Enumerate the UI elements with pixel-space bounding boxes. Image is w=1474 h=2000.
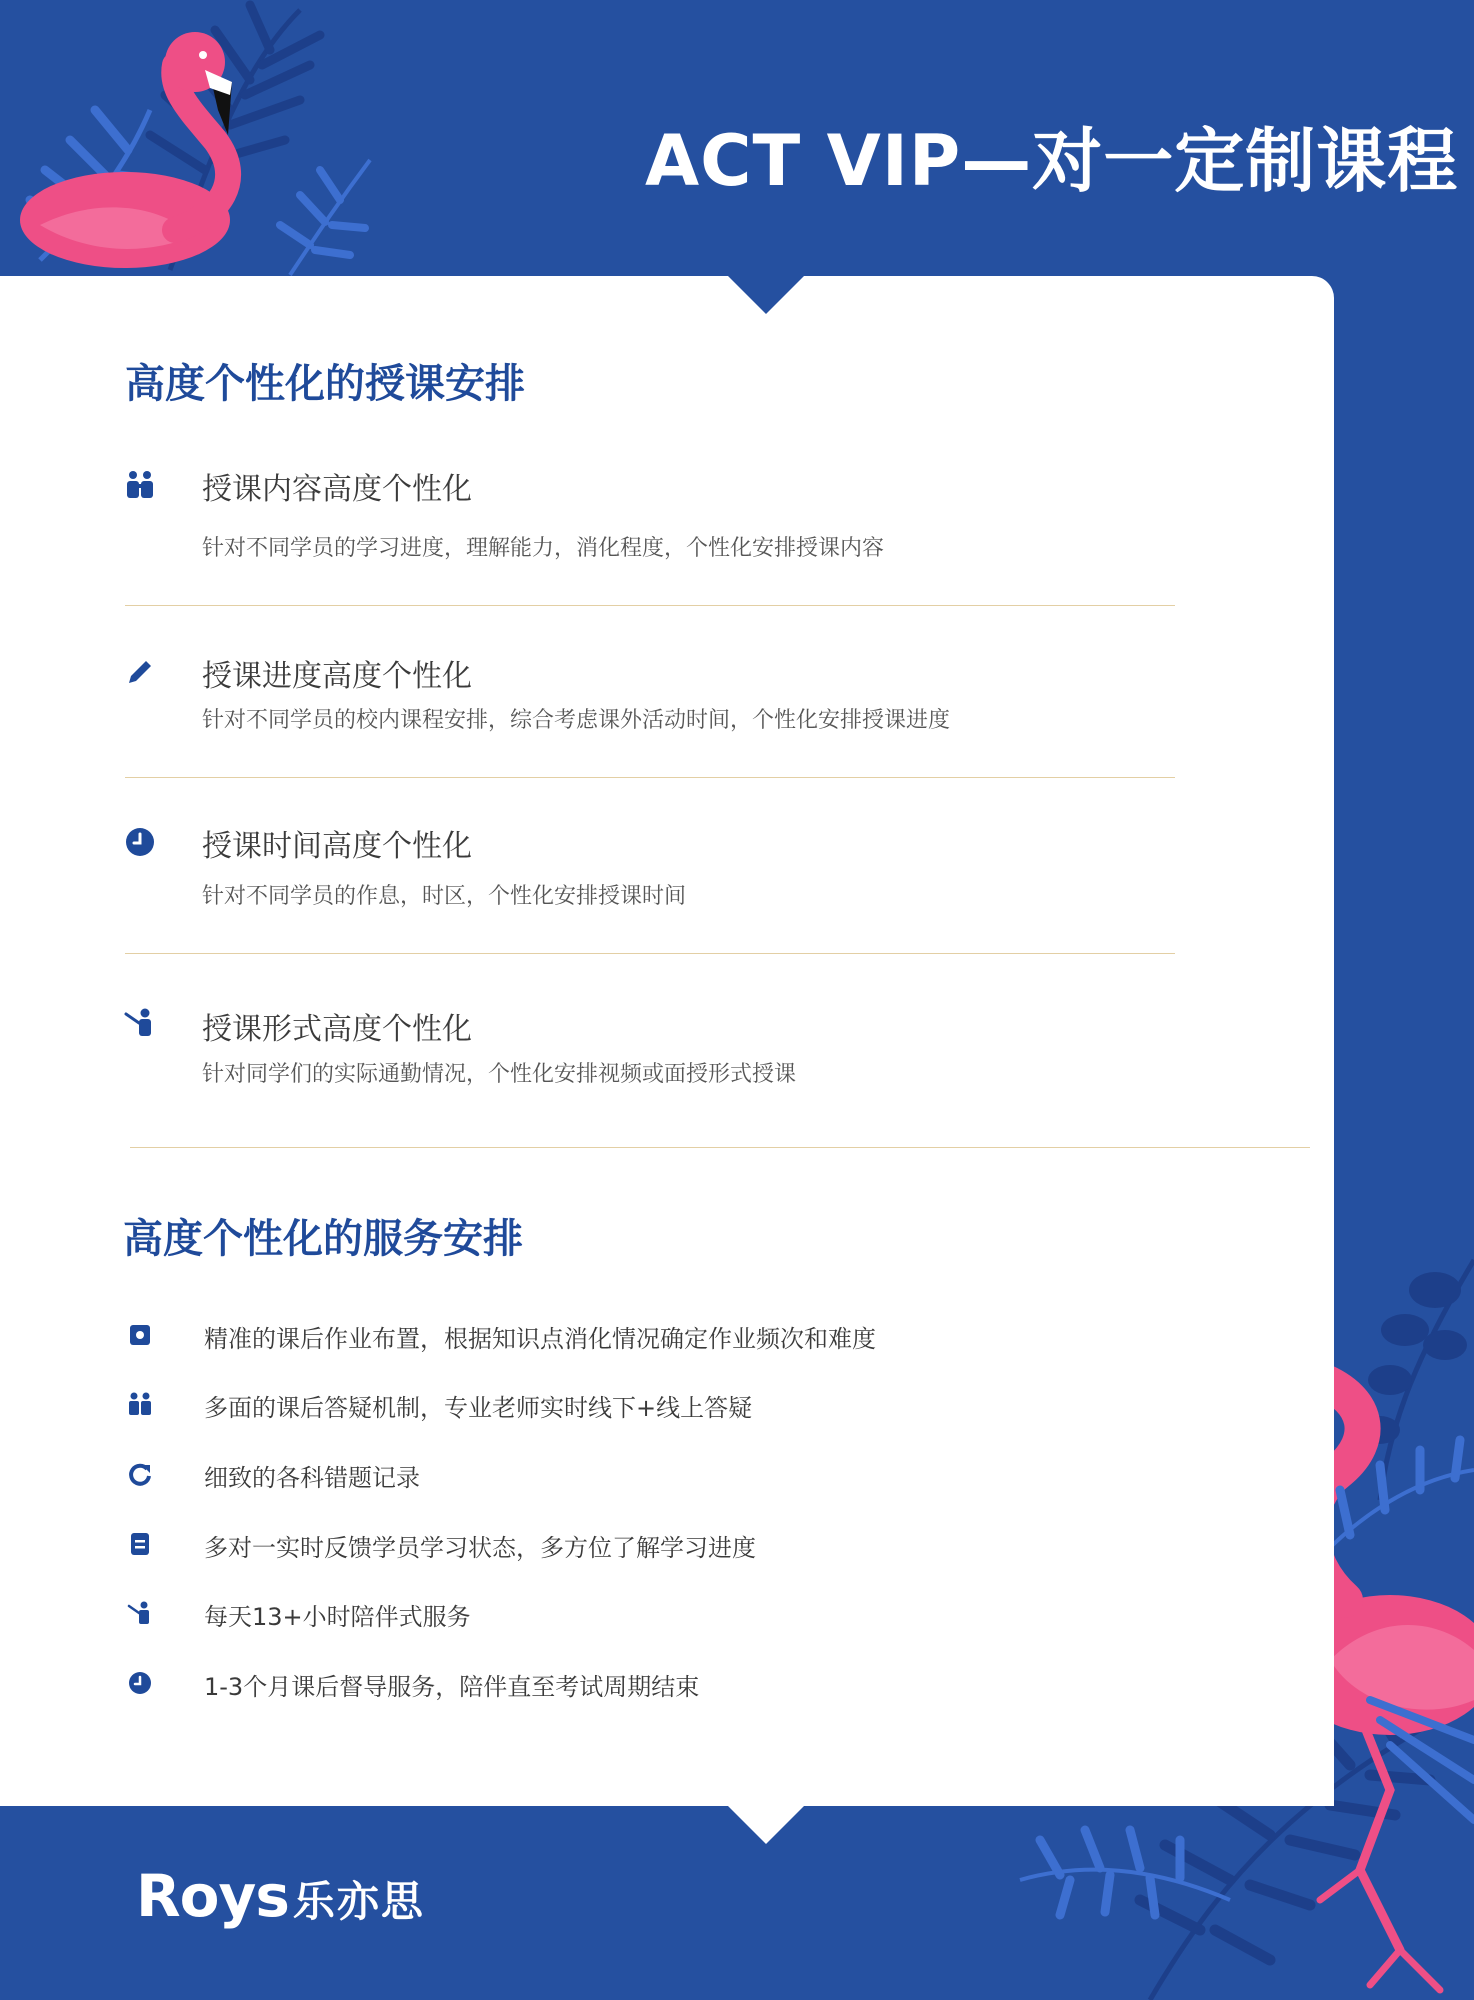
people-icon xyxy=(127,1391,153,1417)
service-item-homework: 精准的课后作业布置，根据知识点消化情况确定作业频次和难度 xyxy=(204,1325,876,1353)
card-top-notch xyxy=(728,276,804,314)
service-item-feedback: 多对一实时反馈学员学习状态，多方位了解学习进度 xyxy=(204,1534,756,1562)
item-desc-progress: 针对不同学员的校内课程安排，综合考虑课外活动时间，个性化安排授课进度 xyxy=(202,708,951,733)
divider xyxy=(125,953,1175,954)
item-desc-content: 针对不同学员的学习进度，理解能力，消化程度，个性化安排授课内容 xyxy=(202,536,885,561)
content-card xyxy=(0,276,1334,1806)
service-item-qa: 多面的课后答疑机制，专业老师实时线下+线上答疑 xyxy=(204,1394,753,1422)
refresh-icon xyxy=(127,1461,153,1487)
item-title-time: 授课时间高度个性化 xyxy=(202,829,472,864)
document-icon xyxy=(127,1531,153,1557)
brand-logo xyxy=(136,1862,425,1930)
teacher-icon xyxy=(124,1007,156,1039)
homework-icon xyxy=(127,1322,153,1348)
section-title-teaching: 高度个性化的授课安排 xyxy=(125,361,525,407)
teacher-icon xyxy=(127,1600,153,1626)
logo-cn: 乐亦思 xyxy=(292,1877,425,1926)
item-desc-time: 针对不同学员的作息，时区，个性化安排授课时间 xyxy=(202,884,687,909)
divider xyxy=(125,605,1175,606)
item-title-format: 授课形式高度个性化 xyxy=(202,1012,472,1047)
page-title: ACT VIP—对一定制课程 xyxy=(645,120,1459,202)
item-title-progress: 授课进度高度个性化 xyxy=(202,659,472,694)
clock-icon xyxy=(124,826,156,858)
service-item-mistakes: 细致的各科错题记录 xyxy=(204,1464,420,1492)
card-bottom-notch xyxy=(728,1806,804,1844)
clock-icon xyxy=(127,1670,153,1696)
item-desc-format: 针对同学们的实际通勤情况，个性化安排视频或面授形式授课 xyxy=(202,1062,797,1087)
section-divider xyxy=(130,1147,1310,1148)
pencil-icon xyxy=(124,656,156,688)
service-item-supervision: 1-3个月课后督导服务，陪伴直至考试周期结束 xyxy=(204,1673,700,1701)
item-title-content: 授课内容高度个性化 xyxy=(202,472,472,507)
logo-en: Roys xyxy=(136,1862,289,1930)
service-item-companion: 每天13+小时陪伴式服务 xyxy=(204,1603,471,1631)
divider xyxy=(125,777,1175,778)
section-title-service: 高度个性化的服务安排 xyxy=(123,1216,523,1262)
people-icon xyxy=(124,468,156,500)
